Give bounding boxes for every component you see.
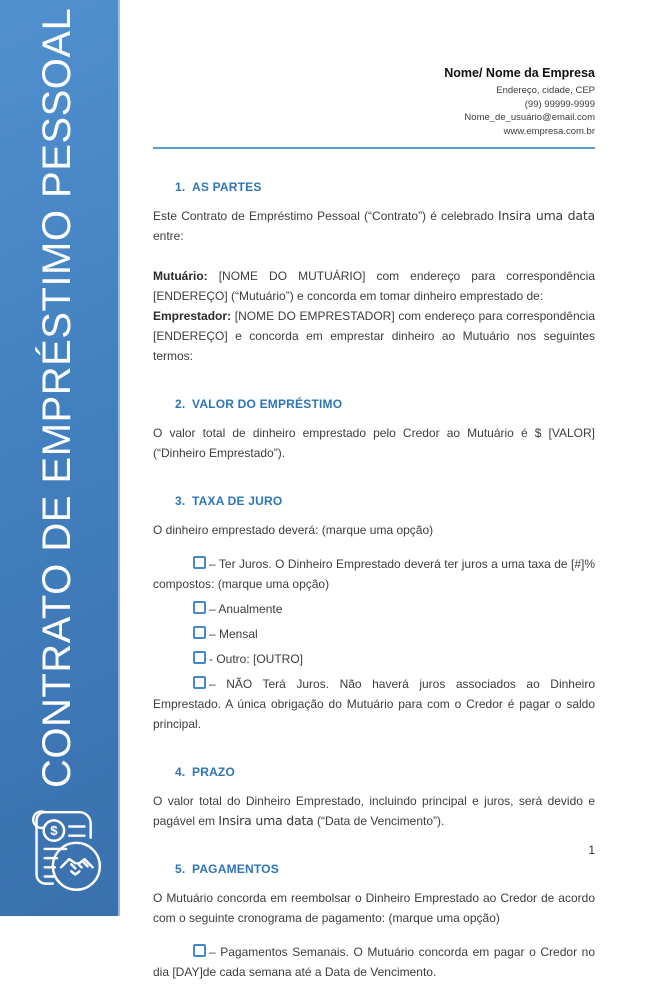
paragraph: O Mutuário concorda em reembolsar o Dinheiro Emprestado ao Credor de acordo com o seguinte cronograma de pagamento: (marque uma opção) [153,891,595,925]
section-title: TAXA DE JURO [192,494,283,508]
page-number: 1 [588,843,595,857]
section-heading [153,862,595,876]
paragraph: O valor total do Dinheiro Emprestado, incluindo principal e juros, será devido e pagável em Insira uma data (“Data de Vencimento”). [153,794,595,828]
company-website: www.empresa.com.br [503,125,595,137]
section-as-partes [153,180,595,366]
section-title: PAGAMENTOS [192,862,279,876]
date-placeholder[interactable]: Insira uma data [218,813,314,828]
section-number: 3. [175,494,186,508]
loan-document-handshake-icon [10,798,108,906]
document-content [153,0,595,987]
checkbox[interactable] [193,944,206,957]
section-number: 1. [175,180,186,194]
paragraph: – Ter Juros. O Dinheiro Emprestado deverá ter juros a uma taxa de [#]% compostos: (marque uma opção) [153,557,595,591]
section-heading [153,397,595,411]
sidebar [0,0,120,916]
section-heading [153,180,595,194]
section-title: AS PARTES [192,180,262,194]
company-email: Nome_de_usuário@email.com [464,112,595,123]
section-title: PRAZO [192,765,235,779]
paragraph: Emprestador: [NOME DO EMPRESTADOR] com endereço para correspondência [ENDEREÇO] e concorda em emprestar dinheiro ao Mutuário nos seguintes termos: [153,309,595,363]
section-title: VALOR DO EMPRÉSTIMO [192,397,343,411]
term-label: Mutuário: [153,269,208,283]
header-divider [153,147,595,149]
section-prazo [153,765,595,831]
checkbox[interactable] [193,651,206,664]
checkbox[interactable] [193,676,206,689]
paragraph: - Outro: [OUTRO] [153,649,595,669]
company-address: Endereço, cidade, CEP [496,85,595,96]
checkbox[interactable] [193,556,206,569]
section-heading [153,494,595,508]
company-phone: (99) 99999-9999 [524,98,595,110]
section-heading [153,765,595,779]
svg-text:$: $ [50,823,58,839]
paragraph: Este Contrato de Empréstimo Pessoal (“Contrato”) é celebrado Insira uma data entre: [153,208,595,243]
paragraph: O valor total de dinheiro emprestado pelo Credor ao Mutuário é $ [VALOR] (“Dinheiro Emprestado”). [153,426,595,460]
checkbox[interactable] [193,601,206,614]
paragraph: – NÃO Terá Juros. Não haverá juros associados ao Dinheiro Emprestado. A única obrigação do Mutuário para com o Credor é pagar o saldo principal. [153,677,595,731]
paragraph: – Mensal [153,624,595,644]
section-taxa-de-juro [153,494,595,734]
checkbox[interactable] [193,626,206,639]
document-sections [153,180,595,982]
paragraph: Mutuário: [NOME DO MUTUÁRIO] com endereço para correspondência [ENDEREÇO] (“Mutuário”) e concorda em tomar dinheiro emprestado de: [153,269,595,303]
paragraph: – Anualmente [153,599,595,619]
section-valor-do-emprestimo [153,397,595,463]
paragraph: – Pagamentos Semanais. O Mutuário concorda em pagar o Credor no dia [DAY]de cada semana até a Data de Vencimento. [153,945,595,979]
term-label: Emprestador: [153,309,232,323]
section-pagamentos [153,862,595,982]
paragraph: O dinheiro emprestado deverá: (marque uma opção) [153,523,434,537]
section-number: 5. [175,862,186,876]
date-placeholder[interactable]: Insira uma data [498,208,595,223]
document-vertical-title: CONTRATO DE EMPRÉSTIMO PESSOAL [35,7,79,788]
company-header [153,66,595,138]
section-number: 2. [175,397,186,411]
section-number: 4. [175,765,186,779]
company-name: Nome/ Nome da Empresa [444,66,595,80]
